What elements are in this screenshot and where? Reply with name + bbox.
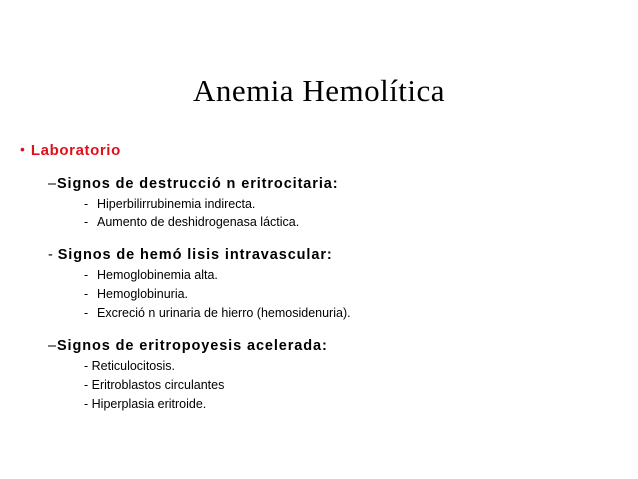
item-text: Hemoglobinemia alta.: [97, 268, 218, 282]
item-dash: -: [84, 287, 89, 301]
item-dash: -: [84, 215, 89, 229]
item-text: Hiperbilirrubinemia indirecta.: [97, 197, 256, 211]
section-heading-eritropoyesis: [48, 336, 328, 356]
section-heading-text: Signos de eritropoyesis acelerada:: [56, 338, 328, 354]
list-item: [84, 357, 175, 375]
section-heading-destruccion: [48, 174, 338, 194]
list-item: [84, 266, 218, 284]
bullet-laboratorio: [20, 138, 121, 162]
list-item: [84, 285, 188, 303]
list-item: [84, 213, 299, 231]
bullet-dot-icon: •: [20, 141, 25, 157]
section-heading-text: Signos de destrucció n eritrocitaria:: [56, 176, 339, 192]
section-heading-text: Signos de hemó lisis intravascular:: [57, 247, 333, 263]
list-item: [84, 395, 206, 413]
item-text: - Eritroblastos circulantes: [84, 378, 225, 392]
section-dash: -: [48, 247, 54, 263]
list-item: [84, 376, 224, 394]
item-text: - Hiperplasia eritroide.: [84, 397, 207, 411]
item-dash: -: [84, 306, 89, 320]
section-dash: –: [48, 338, 57, 354]
bullet-label: Laboratorio: [30, 141, 121, 159]
section-dash: –: [48, 176, 57, 192]
item-text: Aumento de deshidrogenasa láctica.: [97, 215, 300, 229]
list-item: [84, 304, 351, 322]
item-dash: -: [84, 268, 89, 282]
item-text: - Reticulocitosis.: [84, 359, 175, 373]
item-text: Hemoglobinuria.: [97, 287, 189, 301]
item-dash: -: [84, 197, 89, 211]
list-item: [84, 195, 255, 213]
section-heading-hemolisis: [48, 245, 333, 265]
item-text: Excreció n urinaria de hierro (hemosidenuria).: [97, 306, 351, 320]
slide-title: Anemia Hemolítica: [192, 73, 446, 108]
